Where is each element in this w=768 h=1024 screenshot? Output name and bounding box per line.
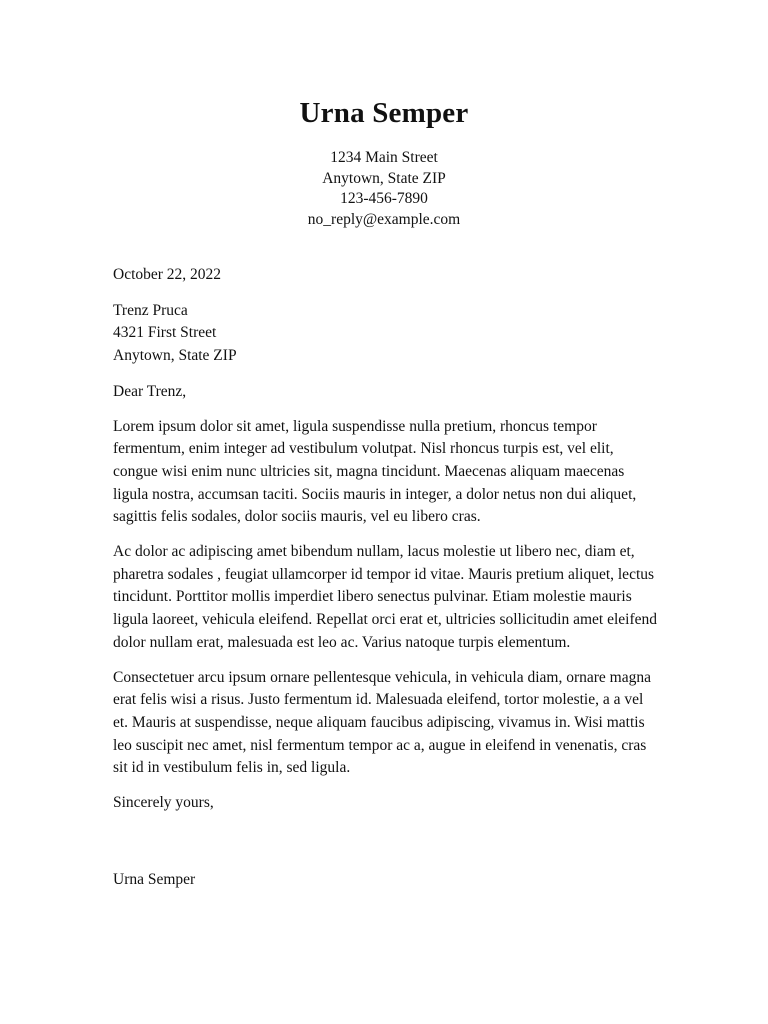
sender-city: Anytown, State ZIP	[322, 169, 446, 187]
recipient-city: Anytown, State ZIP	[113, 347, 237, 365]
sender-contact-block	[0, 148, 768, 231]
signature-name: Urna Semper	[113, 870, 196, 888]
recipient-street: 4321 First Street	[113, 324, 217, 342]
body-paragraph-3: Consectetuer arcu ipsum ornare pellentesque vehicula, in vehicula diam, ornare magna erat felis wisi a risus. Justo fermentum id. Malesuada eleifend, tortor molestie, a a vel et. Mauris at suspendisse, neque aliquam faucibus adipiscing, vivamus in. Wisi mattis leo suscipit nec amet, nisl fermentum tempor ac a, augue in eleifend in venenatis, cras sit id in vestibulum felis in, sed ligula.	[113, 668, 651, 777]
letter-date: October 22, 2022	[113, 266, 222, 283]
body-paragraph-1: Lorem ipsum dolor sit amet, ligula suspendisse nulla pretium, rhoncus tempor fermentum, enim integer ad vestibulum volutpat. Nisl rhoncus turpis est, vel elit, congue wisi enim nunc ultricies sit, magna tincidunt. Maecenas aliquam maecenas ligula nostra, accumsan taciti. Sociis mauris in integer, a dolor netus non dui aliquet, sagittis felis sodales, dolor sociis mauris, vel eu libero cras.	[113, 417, 637, 526]
recipient-block	[113, 300, 658, 368]
closing: Sincerely yours,	[113, 794, 214, 812]
recipient-name: Trenz Pruca	[113, 301, 188, 319]
sender-email: no_reply@example.com	[307, 211, 461, 229]
sender-street: 1234 Main Street	[330, 149, 438, 166]
body-paragraph-2: Ac dolor ac adipiscing amet bibendum nullam, lacus molestie ut libero nec, diam et, pharetra sodales , feugiat ullamcorper id tempor id vitae. Mauris pretium aliquet, lectus tincidunt. Porttitor mollis imperdiet libero senectus pulvinar. Etiam molestie mauris ligula laoreet, vehicula eleifend. Repellat orci erat et, ultricies sollicitudin amet eleifend dolor nullam erat, malesuada est leo ac. Varius natoque turpis elementum.	[113, 543, 657, 651]
letter-body	[113, 264, 658, 891]
sender-name: Urna Semper	[299, 97, 469, 129]
sender-phone: 123-456-7890	[340, 190, 428, 208]
salutation: Dear Trenz,	[113, 382, 187, 400]
letterhead	[0, 94, 768, 231]
